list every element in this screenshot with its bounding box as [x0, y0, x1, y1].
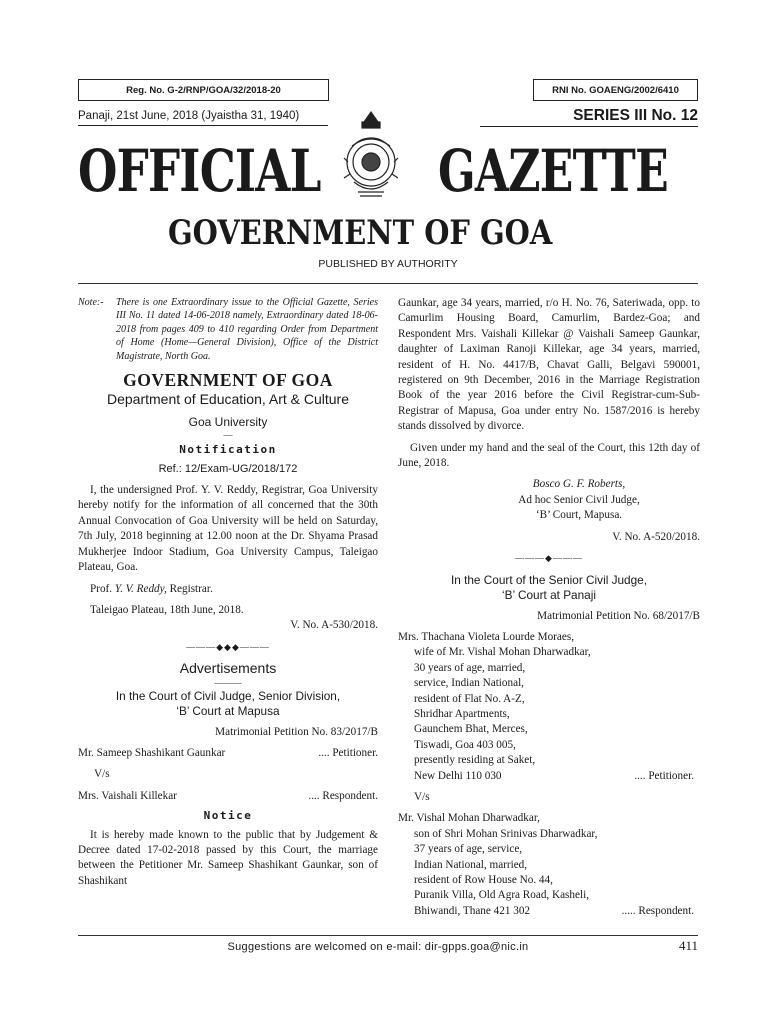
respondent2-line: Puranik Villa, Old Agra Road, Kasheli, — [414, 889, 589, 902]
petitioner-role: .... Petitioner. — [318, 746, 378, 759]
versus-label: V/s — [94, 768, 110, 781]
voucher-number: V. No. A-530/2018. — [290, 619, 378, 632]
petitioner2-role: .... Petitioner. — [634, 769, 694, 782]
petition-number: Matrimonial Petition No. 83/2017/B — [215, 725, 378, 738]
notification-heading: Notification — [179, 443, 277, 457]
respondent2-line: son of Shri Mohan Srinivas Dharwadkar, — [414, 827, 598, 840]
petitioner2-line: wife of Mr. Vishal Mohan Dharwadkar, — [414, 646, 591, 659]
respondent-name: Mrs. Vaishali Killekar — [78, 789, 177, 802]
respondent2-line: 37 years of age, service, — [414, 843, 523, 856]
petitioner2-line: 30 years of age, married, — [414, 661, 526, 674]
notice-body-continued: Gaunkar, age 34 years, married, r/o H. No. 76, Sateriwada, opp. to Camurlim Housing Board, Camurlim, Bardez-Goa; and Respondent Mrs. Vaishali Killekar @ Vaishali Sameep Gaunkar, daughter of Laximan Ranoji Killekar, age 34 years, married, resident of H. No. 4417/B, Chavat Galli, Belgavi 590001, registered on 9th December, 2016 in the Marriage Registration Book of the year 2016 before the Civil Registrar-cum-Sub-Registrar of Mapusa, Goa under entry No. 1587/2016 is hereby stands dissolved by divorce. — [398, 297, 700, 433]
court-name-line2: ‘B’ Court at Mapusa — [176, 703, 280, 718]
registration-number-box — [78, 79, 329, 101]
left-column — [78, 296, 378, 889]
versus2-label: V/s — [414, 790, 430, 803]
given-under-hand: Given under my hand and the seal of the Court, this 12th day of June, 2018. — [398, 441, 700, 470]
court2-name-line1: In the Court of the Senior Civil Judge, — [450, 572, 648, 587]
respondent2-line: resident of Row House No. 44, — [414, 874, 553, 886]
note-text: There is one Extraordinary issue to the Official Gazette, Series III No. 11 dated 14-06-2018 namely, Extraordinary dated 18-06-2018 from pages 409 to 410 regarding Order from Department of Home (Home—General Division), Office of the District Magistrate, North Goa. — [116, 297, 378, 362]
signer-title: Registrar. — [169, 582, 213, 595]
footer-suggestions: Suggestions are welcomed on e-mail: dir-gpps.goa@nic.in — [227, 941, 529, 953]
series-number: SERIES III No. 12 — [480, 107, 698, 127]
voucher-number-right: V. No. A-520/2018. — [612, 530, 700, 543]
notification-body: I, the undersigned Prof. Y. V. Reddy, Registrar, Goa University hereby notify for the information of all concerned that the 30th Annual Convocation of Goa University will be held on Saturday, 7th July, 2018 beginning at 12.00 noon at the Dr. Shyama Prasad Mukherjee Indoor Stadium, Goa University Campus, Taleigao Plateau, Goa. — [78, 484, 378, 574]
respondent-row — [78, 789, 378, 804]
gazette-title-official: OFFICIAL — [78, 137, 321, 205]
respondent2-line: Mr. Vishal Mohan Dharwadkar, — [398, 812, 540, 825]
petitioner2-last-row — [398, 769, 700, 784]
respondent2-last-row — [398, 904, 700, 919]
respondent2-line: Indian National, married, — [414, 858, 528, 871]
advertisements-dash: ——— — [214, 677, 242, 688]
respondent2-role: ..... Respondent. — [621, 904, 694, 917]
respondent-role: .... Respondent. — [308, 789, 378, 802]
respondent2-line: Bhiwandi, Thane 421 302 — [414, 904, 531, 917]
petitioner2-line: Gaunchem Bhat, Merces, — [414, 723, 528, 736]
registration-number: Reg. No. G-2/RNP/GOA/32/2018-20 — [126, 84, 281, 96]
petitioner2-line: presently residing at Saket, — [414, 754, 536, 767]
petitioner2-line: Shridhar Apartments, — [414, 707, 510, 720]
notification-place-date: Taleigao Plateau, 18th June, 2018. — [90, 603, 244, 616]
judge-court: ‘B’ Court, Mapusa. — [535, 509, 623, 522]
section-divider: ———◆◆◆——— — [186, 641, 270, 652]
petition2-number: Matrimonial Petition No. 68/2017/B — [537, 609, 700, 622]
page-number: 411 — [678, 938, 698, 953]
department-heading: Department of Education, Art & Culture — [106, 391, 349, 408]
notification-signer — [78, 582, 378, 597]
heading-dash: — — [223, 430, 233, 441]
advertisements-heading: Advertisements — [179, 660, 277, 677]
section-divider-right: ———◆——— — [515, 553, 583, 564]
judge-name: Bosco G. F. Roberts, — [532, 478, 626, 491]
petitioner2-line: service, Indian National, — [414, 677, 524, 690]
judge-title: Ad hoc Senior Civil Judge, — [518, 493, 640, 506]
right-column — [398, 296, 700, 919]
petitioner-name: Mr. Sameep Shashikant Gaunkar — [78, 746, 226, 759]
petitioner2-block — [398, 630, 700, 784]
issue-dateline: Panaji, 21st June, 2018 (Jyaistha 31, 1940) — [78, 110, 328, 126]
court-name-line1: In the Court of Civil Judge, Senior Division, — [115, 688, 341, 703]
notification-reference: Ref.: 12/Exam-UG/2018/172 — [158, 462, 298, 475]
court2-name-line2: ‘B’ Court at Panaji — [502, 587, 596, 602]
government-title: GOVERNMENT OF GOA — [168, 213, 553, 253]
rni-number: RNI No. GOAENG/2002/6410 — [552, 84, 679, 96]
published-by-authority: PUBLISHED BY AUTHORITY — [318, 258, 458, 270]
section-heading-government: GOVERNMENT OF GOA — [123, 370, 333, 391]
note-label: Note:- — [78, 297, 104, 308]
notice-body: It is hereby made known to the public that by Judgement & Decree dated 17-02-2018 passed by this Court, the marriage between the Petitioner Mr. Sameep Shashikant Gaunkar, son of Shashikant — [78, 828, 378, 887]
respondent2-block — [398, 811, 700, 919]
goa-state-emblem-icon — [340, 108, 402, 204]
gazette-title-gazette: GAZETTE — [438, 137, 668, 205]
signer-name: Y. V. Reddy, — [114, 582, 167, 595]
signer-prefix: Prof. — [90, 582, 113, 595]
petitioner2-line: Mrs. Thachana Violeta Lourde Moraes, — [398, 630, 574, 643]
petitioner2-line: Tiswadi, Goa 403 005, — [414, 738, 516, 751]
masthead-rule — [78, 283, 698, 284]
rni-number-box — [533, 79, 698, 101]
university-heading: Goa University — [188, 414, 268, 429]
petitioner2-line: resident of Flat No. A-Z, — [414, 692, 525, 705]
extraordinary-note — [78, 296, 378, 363]
petitioner-row — [78, 746, 378, 761]
notice-heading: Notice — [203, 809, 253, 823]
footer-rule — [78, 935, 698, 936]
petitioner2-line: New Delhi 110 030 — [414, 769, 502, 782]
